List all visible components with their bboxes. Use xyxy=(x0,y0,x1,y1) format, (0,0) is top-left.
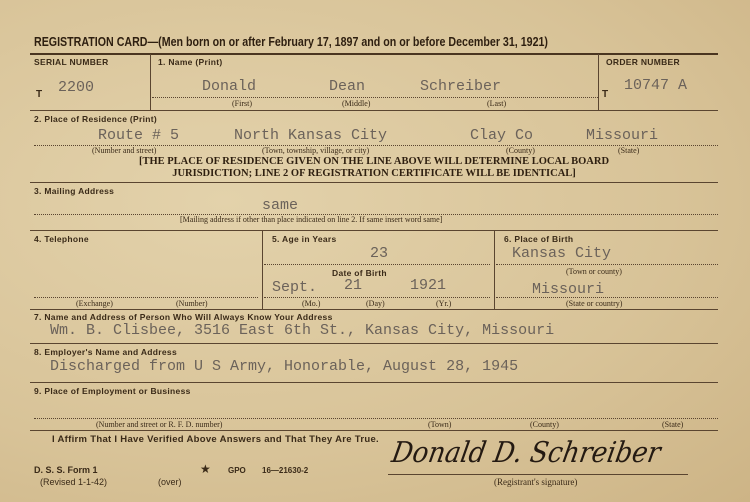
employment-town-caption: (Town) xyxy=(428,420,452,429)
order-number: 10747 A xyxy=(624,77,688,94)
serial-prefix: T xyxy=(36,89,43,100)
divider xyxy=(30,382,718,383)
name-label: 1. Name (Print) xyxy=(158,57,223,67)
order-prefix: T xyxy=(602,89,609,100)
divider xyxy=(30,110,718,111)
dob-month: Sept. xyxy=(272,279,318,296)
mailing-label: 3. Mailing Address xyxy=(34,186,115,196)
telephone-label: 4. Telephone xyxy=(34,234,89,244)
dob-line xyxy=(264,297,490,298)
birthplace-state-line xyxy=(496,297,718,298)
name-middle-caption: (Middle) xyxy=(342,99,371,108)
order-label: ORDER NUMBER xyxy=(606,57,680,67)
mailing-caption: [Mailing address if other than place indicated on line 2. If same insert word same] xyxy=(180,215,443,224)
residence-town-caption: (Town, township, village, or city) xyxy=(262,146,370,155)
divider xyxy=(30,430,718,431)
star-icon: ★ xyxy=(200,462,211,476)
residence-town: North Kansas City xyxy=(234,127,388,144)
divider xyxy=(30,309,718,310)
age-label: 5. Age in Years xyxy=(272,234,337,244)
mailing-value: same xyxy=(262,197,299,214)
gpo-label: GPO xyxy=(228,466,246,475)
birthplace-town-caption: (Town or county) xyxy=(566,267,622,276)
dob-day: 21 xyxy=(344,277,363,294)
contact-label: 7. Name and Address of Person Who Will Always Know Your Address xyxy=(34,312,333,322)
age-value: 23 xyxy=(370,245,389,262)
residence-state: Missouri xyxy=(586,127,659,144)
birthplace-town: Kansas City xyxy=(512,245,612,262)
serial-number: 2200 xyxy=(58,79,95,96)
employer-label: 8. Employer's Name and Address xyxy=(34,347,177,357)
signature-caption: (Registrant's signature) xyxy=(494,477,578,487)
name-middle: Dean xyxy=(329,78,366,95)
telephone-line xyxy=(34,297,258,298)
form-number: D. S. S. Form 1 xyxy=(34,465,98,475)
divider xyxy=(30,230,718,231)
birthplace-state-caption: (State or country) xyxy=(566,299,623,308)
name-last-caption: (Last) xyxy=(487,99,507,108)
residence-state-caption: (State) xyxy=(618,146,640,155)
birthplace-state: Missouri xyxy=(532,281,605,298)
contact-value: Wm. B. Clisbee, 3516 East 6th St., Kansas City, Missouri xyxy=(50,322,555,339)
employment-line xyxy=(34,418,718,419)
telephone-exchange-caption: (Exchange) xyxy=(76,299,113,308)
divider xyxy=(30,53,718,55)
signature-line xyxy=(388,474,688,475)
form-revised: (Revised 1-1-42) xyxy=(40,477,108,487)
name-last: Schreiber xyxy=(420,78,502,95)
residence-label: 2. Place of Residence (Print) xyxy=(34,114,158,124)
divider xyxy=(30,343,718,344)
gpo-number: 16—21630-2 xyxy=(262,466,309,475)
divider xyxy=(494,231,495,309)
employment-state-caption: (State) xyxy=(662,420,684,429)
residence-note-1: [THE PLACE OF RESIDENCE GIVEN ON THE LINE ABOVE WILL DETERMINE LOCAL BOARD xyxy=(138,156,610,167)
form-over: (over) xyxy=(158,477,182,487)
telephone-number-caption: (Number) xyxy=(176,299,208,308)
birthplace-line xyxy=(496,264,718,265)
affirmation-text: I Affirm That I Have Verified Above Answers and That They Are True. xyxy=(52,434,379,445)
name-first-caption: (First) xyxy=(232,99,252,108)
divider xyxy=(30,182,718,183)
name-first: Donald xyxy=(202,78,257,95)
residence-street-caption: (Number and street) xyxy=(92,146,157,155)
residence-county: Clay Co xyxy=(470,127,534,144)
divider xyxy=(598,54,599,111)
age-line xyxy=(264,264,490,265)
name-line xyxy=(152,97,598,98)
dob-day-caption: (Day) xyxy=(366,299,385,308)
residence-note-2: JURISDICTION; LINE 2 OF REGISTRATION CERTIFICATE WILL BE IDENTICAL] xyxy=(172,168,576,179)
employment-street-caption: (Number and street or R. F. D. number) xyxy=(96,420,223,429)
registrant-signature: Donald D. Schreiber xyxy=(389,436,664,470)
employment-county-caption: (County) xyxy=(530,420,559,429)
dob-month-caption: (Mo.) xyxy=(302,299,321,308)
dob-label: Date of Birth xyxy=(332,268,387,278)
residence-county-caption: (County) xyxy=(506,146,535,155)
birthplace-label: 6. Place of Birth xyxy=(504,234,574,244)
divider xyxy=(150,54,151,111)
dob-year-caption: (Yr.) xyxy=(436,299,452,308)
employer-value: Discharged from U S Army, Honorable, August 28, 1945 xyxy=(50,358,519,375)
dob-year: 1921 xyxy=(410,277,447,294)
residence-street: Route # 5 xyxy=(98,127,180,144)
serial-label: SERIAL NUMBER xyxy=(34,57,109,67)
card-title: REGISTRATION CARD—(Men born on or after February 17, 1897 and on or before December 31, 1921) xyxy=(34,34,548,49)
employment-label: 9. Place of Employment or Business xyxy=(34,386,191,396)
divider xyxy=(262,231,263,309)
